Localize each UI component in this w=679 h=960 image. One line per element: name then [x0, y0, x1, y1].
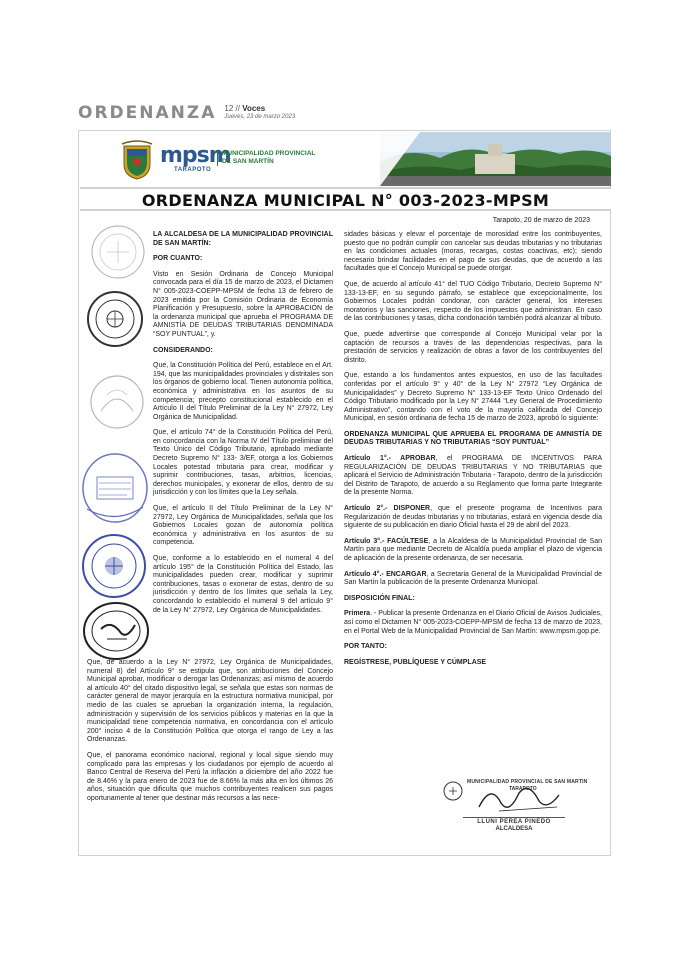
paragraph: Que, la Constitución Política del Perú, establece en el Art. 194, que las municipalidades provinciales y distritales son los órganos de gobierno local. Tienen autonomía política, económica y administrativa en los asuntos de su competencia; precepto constitucional establecido en el Artículo II del Título Preliminar de la Ley N° 27972, Ley Orgánica de Municipalidad.: [153, 362, 333, 421]
right-column: [344, 231, 602, 674]
signer-role: ALCALDESA: [495, 826, 533, 832]
article-2: Artículo 2°.- DISPONER, que el presente programa de Incentivos para Regularización de deudas tributarias y no tributarias, estará en vigencia desde día siguiente de su publicación en diario Oficial hasta el 29 de abril del 2023.: [344, 505, 602, 530]
faded-seal-icon: [89, 223, 147, 281]
paragraph: sidades básicas y elevar el porcentaje de morosidad entre los contribuyentes, puesto que no podrán cumplir con cancelar sus deudas tributarias y no tributarias en las condiciones actuales (moras, recargas, costas coactivas, etc); siendo necesario brindar facilidades en el pago de sus deudas, que de acuerdo a las facultades que el Concejo Municipal se puede otorgar.: [344, 231, 602, 273]
newspaper-name: Voces: [242, 104, 266, 113]
ordinance-title: ORDENANZA MUNICIPAL N° 003-2023-MPSM: [141, 191, 550, 210]
addressee: LA ALCALDESA DE LA MUNICIPALIDAD PROVINCIAL DE SAN MARTÍN:: [153, 231, 333, 247]
article-3: Artículo 3°.- FACÚLTESE, a la Alcaldesa de la Municipalidad Provincial de San Martín para que mediante Decreto de Alcaldía pueda ampliar el plazo de vigencia de aplicación de la presente ordenanza, de ser necesaria.: [344, 537, 602, 562]
paragraph: Que, el artículo II del Título Preliminar de la Ley N° 27972, Ley Orgánica de Municipalidades, señala que los Gobiernos Locales gozan de autonomía política económica y administrativa en los asuntos de su competencia.: [153, 505, 333, 547]
disposicion-final-heading: DISPOSICIÓN FINAL:: [344, 594, 415, 602]
header-banner: [80, 132, 611, 186]
title-bar: [80, 187, 611, 211]
separator: //: [235, 104, 240, 113]
round-seal-icon: [85, 289, 145, 349]
paragraph: Que, el panorama económico nacional, regional y local sigue siendo muy complicado para las empresas y los ciudadanos por ejemplo de acuerdo al Banco Central de Reserva del Perú la inflación a diciembre del año 2022 fue de 8.46% y la para enero de 2023 fue de 8.66% la más alta en los últimos 26 años, situación que dificulta que muchos contribuyentes realicen sus pagos oportunamente al tener que destinar más recursos a las nece-: [87, 751, 333, 802]
left-column-bottom: [87, 659, 333, 811]
paragraph: Que, el artículo 74° de la Constitución Política del Perú, en concordancia con la Norma IV del Título preliminar del Texto Único del Código Tributario, aprobado mediante Decreto Supremo N° 133- 3/EF, otorga a los Gobiernos Locales potestad tributaria para crear, modificar y suprimir contribuciones, tasas, arbitrios, licencias, derechos municipales, y exonerar de ellos, dentro de su jurisdicción y con los límites que la Ley señala.: [153, 429, 333, 497]
institution-name: MUNICIPALIDAD PROVINCIAL DE SAN MARTÍN: [217, 150, 315, 166]
masthead-meta: [224, 104, 295, 122]
considerando-heading: CONSIDERANDO:: [153, 346, 213, 354]
faded-seal-icon: [87, 371, 147, 433]
section-title: ORDENANZA: [78, 103, 217, 123]
signer-name: LLUNI PEREA PINEDO: [463, 817, 565, 825]
city-photo: [380, 132, 611, 186]
masthead: [78, 100, 598, 122]
article-1: Artículo 1°.- APROBAR, el PROGRAMA DE INCENTIVOS PARA REGULARIZACIÓN DE DEUDAS TRIBUTARIAS Y NO TRIBUTARIAS que aplicará el Servicio de Administración Tributaria - Tarapoto, dentro de la jurisdicción del Distrito de Tarapoto, de acuerdo a su Reglamento que forma parte Integrante de la presente Norma.: [344, 455, 602, 497]
ordinance-heading: ORDENANZA MUNICIPAL QUE APRUEBA EL PROGRAMA DE AMNISTÍA DE DEUDAS TRIBUTARIAS Y NO TRIBUTARIAS “SOY PUNTUAL”: [344, 430, 602, 447]
stamp-institution: MUNICIPALIDAD PROVINCIAL DE SAN MARTIN: [467, 779, 588, 785]
paragraph: Que, de acuerdo a la Ley N° 27972, Ley Orgánica de Municipalidades, numeral 8) del Artículo 9° se estipula que, son atribuciones del Concejo Municipal aprobar, modificar o derogar las Ordenanzas; así mismo de acuerdo al artículo 40° del citado dispositivo legal, se señala que estas son normas de carácter general de mayor jerarquía en la estructura normativa municipal, por medio de las cuales se aprueban la organización interna, la regulación, administración y supervisión de los servicios públicos y materias en la que la municipalidad tiene competencia normativa, en concordancia con el artículo 200° inciso 4 de la Constitución Política que otorga el rango de Ley a las Ordenanzas.: [87, 659, 333, 744]
por-tanto-heading: POR TANTO:: [344, 643, 387, 651]
ordinance-frame: [78, 130, 611, 856]
closing-formula: REGÍSTRESE, PUBLÍQUESE Y CÚMPLASE: [344, 658, 487, 666]
paragraph: Que, estando a los fundamentos antes expuestos, en uso de las facultades conferidas por el artículo 9° y 40° de la Ley N° 27972 “Ley Orgánica de Municipalidades” y Decreto Supremo N° 133-13-EF Texto Único Ordenado del Código Tributario modificado por la Ley N° 27444 “Ley General de Procedimiento Administrativo”, contando con el voto de la mayoría calificada del Concejo Municipal, en sesión ordinaria de fecha 15 de marzo de 2023, aprobó lo siguiente:: [344, 372, 602, 423]
article-4: Artículo 4°.- ENCARGAR, a Secretaria General de la Municipalidad Provincial de San Martín la publicación de la presente Ordenanza Municipal.: [344, 570, 603, 587]
paragraph: Que, conforme a lo establecido en el numeral 4 del artículo 195° de la Constitución Política del Estado, las municipalidades pueden crear, modificar y suprimir contribuciones, tasas o exonerar de estas, dentro de su jurisdicción y dentro de los límites que señala la Ley, concordando lo establecido el numeral 9 del artículo 9° de la Ley N° 27972, Ley Orgánica de Municipalidades.: [153, 555, 333, 614]
place-date: Tarapoto, 20 de marzo de 2023: [492, 217, 590, 224]
blue-round-seal-icon: [79, 531, 149, 601]
issue-date: Jueves, 23 de marzo 2023: [224, 114, 296, 120]
signature-block: [439, 777, 589, 837]
brand-city: TARAPOTO: [174, 167, 212, 173]
brand-word: mpsm: [160, 143, 231, 168]
paragraph: Que, de acuerdo al artículo 41° del TUO Código Tributario, Decreto Supremo N° 133-13-EF, en su segundo párrafo, se establece que excepcionalmente, los Gobiernos Locales podrán condonar, con carácter general, los intereses moratorios y las sanciones, respecto de los impuestos que administran. En caso de las contribuciones y tasas, dicha condonación también podrá alcanzar al tributo.: [344, 280, 602, 323]
stamp-city: TARAPOTO: [509, 786, 537, 792]
page-number: 12: [224, 104, 234, 113]
gerencia-general-stamp-icon: [81, 599, 151, 663]
por-cuanto-heading: POR CUANTO:: [153, 255, 203, 263]
paragraph: Que, puede advertirse que corresponde al Concejo Municipal velar por la captación de recursos a través de las dependencias respectivas, para la prestación de servicios y realización de obras a favor de los contribuyentes del distrito.: [344, 330, 602, 364]
planning-office-stamp-icon: [79, 449, 151, 527]
municipal-crest-icon: [120, 140, 154, 180]
left-column-top: [153, 231, 333, 622]
paragraph: Visto en Sesión Ordinaria de Concejo Municipal convocada para el día 15 de marzo de 2023, el Dictamen N° 005-2023-COEPP-MPSM de fecha 13 de febrero de 2023 emitida por la Comisión Ordinaria de Economía Planificación y Presupuesto, sobre la APROBACIÓN de la ordenanza municipal que aprueba el PROGRAMA DE AMNISTÍA DE DEUDAS TRIBUTARIAS DENOMINADA “SOY PUNTUAL”, y.: [153, 270, 333, 338]
primera-provision: Primera. - Publicar la presente Ordenanza en el Diario Oficial de Avisos Judiciales, así como el Dictamen N° 005-2023-COEPP-MPSM de fecha 13 de marzo de 2023, en el Portal Web de la Municipalidad Provincial de San Martín: www.mpsm.gop.pe.: [344, 610, 602, 635]
